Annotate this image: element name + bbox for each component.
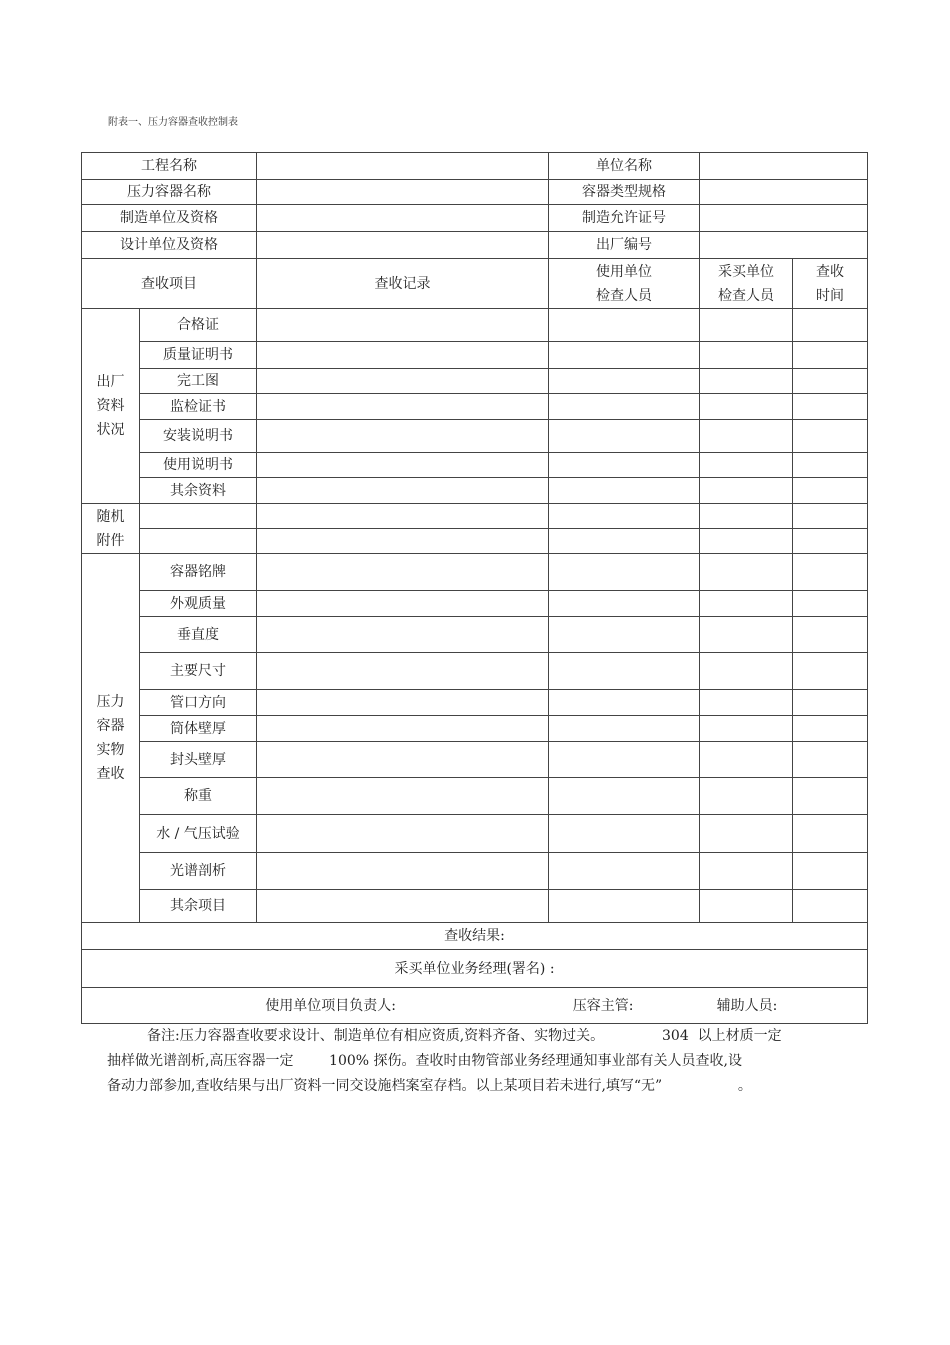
- item-label: 称重: [140, 778, 257, 815]
- buyer-inspector-cell[interactable]: [700, 690, 793, 716]
- user-inspector-cell[interactable]: [549, 778, 700, 815]
- label-manufacturer: 制造单位及资格: [82, 205, 257, 232]
- result-row: [82, 923, 868, 950]
- table-row: [82, 778, 868, 815]
- record-cell[interactable]: [257, 529, 549, 554]
- group-label-docs: 出厂 资料 状况: [82, 309, 140, 504]
- group-label-physical: 压力 容器 实物 查收: [82, 554, 140, 923]
- buyer-inspector-cell[interactable]: [700, 742, 793, 778]
- table-row: [82, 554, 868, 591]
- record-cell[interactable]: [257, 591, 549, 617]
- record-cell[interactable]: [257, 369, 549, 394]
- buyer-inspector-cell[interactable]: [700, 453, 793, 478]
- time-cell[interactable]: [793, 394, 868, 420]
- user-inspector-cell[interactable]: [549, 617, 700, 653]
- record-cell[interactable]: [257, 742, 549, 778]
- record-cell[interactable]: [257, 778, 549, 815]
- buyer-inspector-cell[interactable]: [700, 716, 793, 742]
- project-name-field[interactable]: [257, 153, 549, 180]
- item-label: 光谱剖析: [140, 853, 257, 890]
- record-cell[interactable]: [257, 617, 549, 653]
- user-inspector-cell[interactable]: [549, 890, 700, 923]
- item-label[interactable]: [140, 504, 257, 529]
- manager-row: [82, 950, 868, 988]
- buyer-inspector-cell[interactable]: [700, 529, 793, 554]
- user-inspector-cell[interactable]: [549, 815, 700, 853]
- user-inspector-cell[interactable]: [549, 309, 700, 342]
- table-row: [82, 478, 868, 504]
- user-inspector-cell[interactable]: [549, 394, 700, 420]
- buyer-inspector-cell[interactable]: [700, 890, 793, 923]
- project-owner-signature[interactable]: 使用单位项目负责人:: [265, 997, 396, 1014]
- header-item: 查收项目: [82, 259, 257, 309]
- user-inspector-cell[interactable]: [549, 653, 700, 690]
- buyer-inspector-cell[interactable]: [700, 853, 793, 890]
- label-vessel-spec: 容器类型规格: [549, 180, 700, 205]
- record-cell[interactable]: [257, 504, 549, 529]
- buyer-inspector-cell[interactable]: [700, 554, 793, 591]
- record-cell[interactable]: [257, 309, 549, 342]
- time-cell[interactable]: [793, 890, 868, 923]
- record-cell[interactable]: [257, 394, 549, 420]
- user-inspector-cell[interactable]: [549, 342, 700, 369]
- table-row: [82, 890, 868, 923]
- table-row: [82, 309, 868, 342]
- user-inspector-cell[interactable]: [549, 742, 700, 778]
- record-cell[interactable]: [257, 716, 549, 742]
- manufacture-license-field[interactable]: [700, 205, 868, 232]
- inspection-result-field[interactable]: 查收结果:: [82, 923, 868, 950]
- remarks-line: 备动力部参加,查收结果与出厂资料一同交设施档案室存档。以上某项目若未进行,填写“无” 。: [107, 1078, 752, 1094]
- manager-signature-field[interactable]: 采买单位业务经理(署名) :: [82, 950, 868, 988]
- table-row: [82, 716, 868, 742]
- item-label: 监检证书: [140, 394, 257, 420]
- signature-line: [82, 988, 868, 1024]
- item-label: 封头壁厚: [140, 742, 257, 778]
- user-inspector-cell[interactable]: [549, 369, 700, 394]
- item-label: 垂直度: [140, 617, 257, 653]
- vessel-name-field[interactable]: [257, 180, 549, 205]
- manufacturer-field[interactable]: [257, 205, 549, 232]
- record-cell[interactable]: [257, 653, 549, 690]
- time-cell[interactable]: [793, 742, 868, 778]
- table-row: [82, 653, 868, 690]
- info-row: [82, 180, 868, 205]
- item-label: 水 / 气压试验: [140, 815, 257, 853]
- info-row: [82, 205, 868, 232]
- buyer-inspector-cell[interactable]: [700, 478, 793, 504]
- table-row: [82, 394, 868, 420]
- buyer-inspector-cell[interactable]: [700, 653, 793, 690]
- item-label: 安装说明书: [140, 420, 257, 453]
- user-inspector-cell[interactable]: [549, 478, 700, 504]
- label-vessel-name: 压力容器名称: [82, 180, 257, 205]
- item-label: 外观质量: [140, 591, 257, 617]
- time-cell[interactable]: [793, 778, 868, 815]
- table-row: [82, 453, 868, 478]
- header-record: 查收记录: [257, 259, 549, 309]
- buyer-inspector-cell[interactable]: [700, 617, 793, 653]
- column-header-row: [82, 259, 868, 309]
- buyer-inspector-cell[interactable]: [700, 342, 793, 369]
- table-row: [82, 529, 868, 554]
- table-row: [82, 504, 868, 529]
- table-row: [82, 690, 868, 716]
- table-row: [82, 617, 868, 653]
- time-cell[interactable]: [793, 716, 868, 742]
- table-row: [82, 853, 868, 890]
- buyer-inspector-cell[interactable]: [700, 394, 793, 420]
- user-inspector-cell[interactable]: [549, 716, 700, 742]
- item-label: 质量证明书: [140, 342, 257, 369]
- record-cell[interactable]: [257, 815, 549, 853]
- buyer-inspector-cell[interactable]: [700, 369, 793, 394]
- buyer-inspector-cell[interactable]: [700, 591, 793, 617]
- item-label: 完工图: [140, 369, 257, 394]
- item-label: 容器铭牌: [140, 554, 257, 591]
- table-row: [82, 815, 868, 853]
- record-cell[interactable]: [257, 478, 549, 504]
- item-label: 主要尺寸: [140, 653, 257, 690]
- item-label: 其余项目: [140, 890, 257, 923]
- time-cell[interactable]: [793, 853, 868, 890]
- time-cell[interactable]: [793, 504, 868, 529]
- label-factory-number: 出厂编号: [549, 232, 700, 259]
- record-cell[interactable]: [257, 453, 549, 478]
- buyer-inspector-cell[interactable]: [700, 778, 793, 815]
- remarks: [107, 1024, 847, 1099]
- user-inspector-cell[interactable]: [549, 504, 700, 529]
- acceptance-control-table: [81, 152, 868, 1024]
- designer-field[interactable]: [257, 232, 549, 259]
- user-inspector-cell[interactable]: [549, 529, 700, 554]
- factory-number-field[interactable]: [700, 232, 868, 259]
- user-inspector-cell[interactable]: [549, 420, 700, 453]
- time-cell[interactable]: [793, 617, 868, 653]
- item-label: 筒体壁厚: [140, 716, 257, 742]
- remarks-line: 备注:压力容器查收要求设计、制造单位有相应资质,资料齐备、实物过关。 304 以上材质一定: [147, 1028, 782, 1044]
- remarks-line: 抽样做光谱剖析,高压容器一定 100% 探伤。查收时由物管部业务经理通知事业部有关人员查收,设: [107, 1053, 742, 1069]
- table-caption: 附表一、压力容器查收控制表: [108, 117, 238, 128]
- time-cell[interactable]: [793, 478, 868, 504]
- time-cell[interactable]: [793, 309, 868, 342]
- item-label: 使用说明书: [140, 453, 257, 478]
- time-cell[interactable]: [793, 554, 868, 591]
- record-cell[interactable]: [257, 853, 549, 890]
- buyer-inspector-cell[interactable]: [700, 504, 793, 529]
- assistant-signature[interactable]: 辅助人员:: [716, 997, 778, 1014]
- time-cell[interactable]: [793, 529, 868, 554]
- user-inspector-cell[interactable]: [549, 591, 700, 617]
- buyer-inspector-cell[interactable]: [700, 420, 793, 453]
- table-row: [82, 342, 868, 369]
- info-row: [82, 232, 868, 259]
- user-inspector-cell[interactable]: [549, 554, 700, 591]
- header-user-inspector: 使用单位 检查人员: [549, 259, 700, 309]
- time-cell[interactable]: [793, 815, 868, 853]
- item-label[interactable]: [140, 529, 257, 554]
- item-label: 管口方向: [140, 690, 257, 716]
- header-inspection-time: 查收 时间: [793, 259, 868, 309]
- time-cell[interactable]: [793, 453, 868, 478]
- time-cell[interactable]: [793, 591, 868, 617]
- supervisor-signature[interactable]: 压容主管:: [572, 997, 634, 1014]
- label-manufacture-license: 制造允许证号: [549, 205, 700, 232]
- record-cell[interactable]: [257, 554, 549, 591]
- user-inspector-cell[interactable]: [549, 853, 700, 890]
- user-inspector-cell[interactable]: [549, 690, 700, 716]
- label-unit-name: 单位名称: [549, 153, 700, 180]
- table-row: [82, 742, 868, 778]
- label-project-name: 工程名称: [82, 153, 257, 180]
- time-cell[interactable]: [793, 342, 868, 369]
- table-row: [82, 369, 868, 394]
- unit-name-field[interactable]: [700, 153, 868, 180]
- buyer-inspector-cell[interactable]: [700, 309, 793, 342]
- label-designer: 设计单位及资格: [82, 232, 257, 259]
- signature-row: [82, 988, 868, 1024]
- item-label: 合格证: [140, 309, 257, 342]
- time-cell[interactable]: [793, 369, 868, 394]
- item-label: 其余资料: [140, 478, 257, 504]
- record-cell[interactable]: [257, 890, 549, 923]
- record-cell[interactable]: [257, 342, 549, 369]
- table-row: [82, 591, 868, 617]
- header-buyer-inspector: 采买单位 检查人员: [700, 259, 793, 309]
- vessel-spec-field[interactable]: [700, 180, 868, 205]
- time-cell[interactable]: [793, 653, 868, 690]
- user-inspector-cell[interactable]: [549, 453, 700, 478]
- table-row: [82, 420, 868, 453]
- record-cell[interactable]: [257, 690, 549, 716]
- time-cell[interactable]: [793, 420, 868, 453]
- info-row: [82, 153, 868, 180]
- record-cell[interactable]: [257, 420, 549, 453]
- group-label-accessories: 随机 附件: [82, 504, 140, 554]
- buyer-inspector-cell[interactable]: [700, 815, 793, 853]
- time-cell[interactable]: [793, 690, 868, 716]
